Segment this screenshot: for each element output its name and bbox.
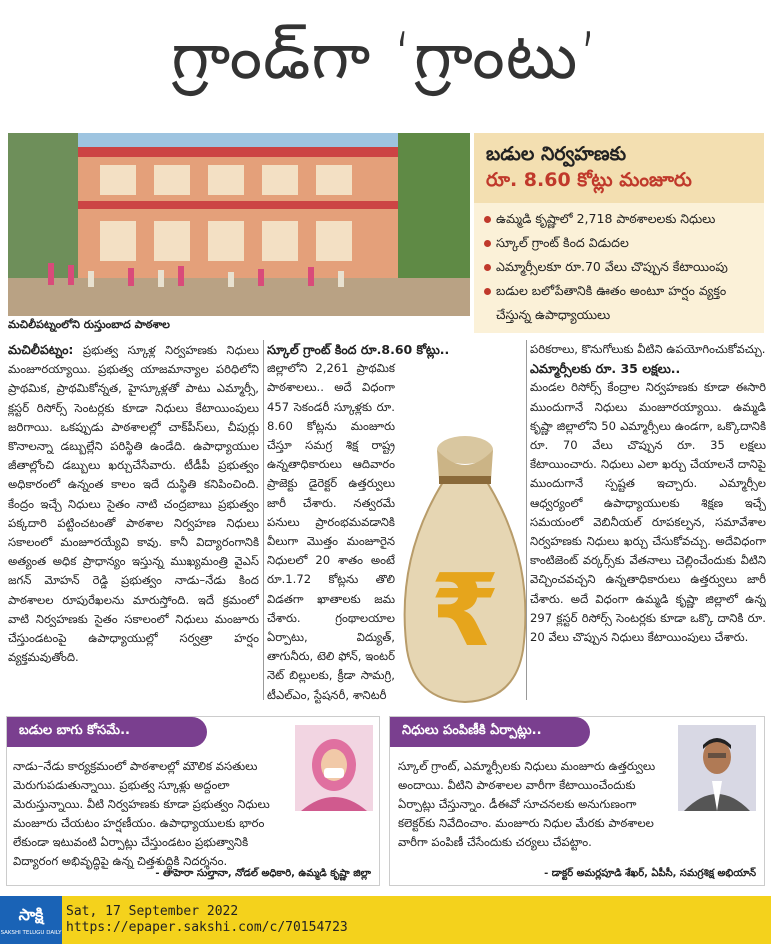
subhead-mrc: ఎమ్మార్సీలకు రూ. 35 లక్షలు..	[530, 361, 681, 377]
quote-box-sekhar	[389, 716, 765, 886]
footer-info	[66, 904, 348, 936]
logo-subtext: SAKSHI TELUGU DAILY	[0, 929, 62, 936]
footer-bar	[0, 896, 771, 944]
article-text: ప్రభుత్వ స్కూళ్ల నిర్వహణకు నిధులు మంజూరయ్యాయి. ప్రభుత్వ యాజమాన్యాల పరిధిలోని ప్రాథమిక, ప్రాథమికోన్నత, హైస్కూళ్లతో పాటు ఎమ్మార్సీ, క్లస్టర్ రిసోర్స్ సెంటర్లకు కూడా నిధులు కేటాయింపులు జరిగాయి. ఒకప్పుడు పాఠశాలల్లో చాక్‌పీస్‌లు, చీపుర్లు కొనాలన్నా డబ్బుల్లేని పరిస్థితి ఉండేది. ఉపాధ్యాయుల జీతాల్లోంచి డబ్బులు ఖర్చుచేసేవారు. టీడీపీ ప్రభుత్వం అధికారంలో ఉన్నంత కాలం ఇదే దుస్థితి కనిపించింది. కేంద్రం ఇచ్చే నిధులు సైతం నాటి చంద్రబాబు ప్రభుత్వం పక్కదారి పట్టించటంతో పాఠశాల నిర్వహణ నిధులు సకాలంలో మంజూరయ్యేవి కావు. కానీ విద్యారంగానికి అత్యంత అధిక ప్రాధాన్యం ఇస్తున్న ముఖ్యమంత్రి వైఎస్ జగన్ మోహన్ రెడ్డి ప్రభుత్వం నాడు–నేడు కింద పాఠశాలల రూపురేఖలను మారుస్తోంది. ఇదే క్రమంలో వాటి నిర్వహణకు సైతం సకాలంలో నిధులు మంజూరు చేస్తుండటంపై ఉపాధ్యాయుల్లో సర్వత్రా హర్షం వ్యక్తమవుతోంది.	[8, 343, 259, 665]
article-column-3	[530, 340, 766, 710]
photo-caption: మచిలీపట్నంలోని రుస్తుంబాద పాఠశాల	[8, 318, 170, 331]
subhead-school-grant: స్కూల్ గ్రాంట్ కింద రూ.8.60 కోట్లు..	[267, 342, 450, 357]
column-divider	[263, 340, 264, 700]
highlight-item: స్కూల్ గ్రాంట్ కింద విడుదల	[482, 231, 758, 255]
quote-heading: బడుల బాగు కోసమే..	[7, 717, 207, 747]
highlight-item: ఉమ్మడి కృష్ణాలో 2,718 పాఠశాలలకు నిధులు	[482, 207, 758, 231]
highlights-title	[474, 133, 764, 203]
school-photo	[8, 133, 470, 316]
person-photo	[678, 725, 756, 811]
quote-credit: - డాక్టర్ అమర్లపూడి శేఖర్, ఏపీసీ, సమగ్రశిక్ష అభియాన్	[544, 868, 756, 879]
article-column-1	[8, 340, 259, 710]
highlights-title-line1: బడుల నిర్వహణకు	[486, 143, 627, 165]
column-divider	[526, 340, 527, 700]
epaper-link[interactable]: https://epaper.sakshi.com/c/70154723	[66, 920, 348, 935]
money-bag-icon	[395, 410, 535, 712]
article-text: జిల్లాలోని 2,261 ప్రాథమిక పాఠశాలలు.. అదే విధంగా 457 సెకండరీ స్కూళ్లకు రూ. 8.60 కోట్లను మంజూరు చేస్తూ సమగ్ర శిక్ష రాష్ట్ర ఉన్నతాధికారులు ఆదివారం ప్రాజెక్టు డైరెక్టర్ ఉత్తర్వులు జారీ చేశారు. నత్వరమే పనులు ప్రారంభమవడానికి వీలుగా మొత్తం మంజూరైన నిధులలో 20 శాతం అంటే రూ.1.72 కోట్లను తొలి విడతగా ఖాతాలకు జమ చేశారు. గ్రంథాలయాల ఏర్పాటు, విద్యుత్, తాగునీరు, టెలి ఫోన్, ఇంటర్ నెట్ బిల్లులకు, క్రీడా సామగ్రి, టీఎల్ఎం, స్టేషనరీ, శానిటరీ	[267, 361, 395, 702]
highlight-item: బడుల బలోపేతానికి ఊతం అంటూ హర్షం వ్యక్తం చేస్తున్న ఉపాధ్యాయులు	[482, 279, 758, 327]
article-text: పరికరాలు, కొనుగోలుకు వీటిని ఉపయోగించుకోవచ్చు.	[530, 342, 766, 356]
quote-box-sultana	[6, 716, 380, 886]
dateline: మచిలీపట్నం:	[8, 342, 74, 357]
quote-credit: - తాహెరా సుల్తానా, నోడల్ అధికారి, ఉమ్మడి కృష్ణా జిల్లా	[155, 868, 371, 879]
highlight-item: ఎమ్మార్సీలకూ రూ.70 వేలు చొప్పున కేటాయింపు	[482, 255, 758, 279]
person-photo	[295, 725, 373, 811]
logo-text: సాక్షి	[18, 904, 44, 924]
edition-date: Sat, 17 September 2022	[66, 904, 239, 919]
quote-text: స్కూల్ గ్రాంట్, ఎమ్మార్సీలకు నిధులు మంజూరు ఉత్తర్వులు అందాయి. వీటిని పాఠశాలల వారీగా కేటాయించేందుకు ఏర్పాట్లు చేస్తున్నాం. డీఈవో సూచనలకు అనుగుణంగా కలెక్టర్‌కు నివేదించాం. మంజూరు నిధుల మేరకు పాఠశాలల వారీగా పంపిణీ చేసేందుకు చర్యలు చేపట్టాం.	[398, 759, 656, 849]
quote-heading: నిధులు పంపిణీకి ఏర్పాట్లు..	[390, 717, 590, 747]
headline: గ్రాండ్‌గా ‘గ్రాంటు’	[171, 19, 600, 94]
highlights-list	[482, 207, 758, 327]
highlights-box	[474, 133, 764, 333]
highlights-title-line2: రూ. 8.60 కోట్లు మంజూరు	[486, 169, 692, 191]
sakshi-logo	[0, 896, 62, 944]
quote-text: నాడు–నేడు కార్యక్రమంలో పాఠశాలల్లో మౌలిక వసతులు మెరుగుపడుతున్నాయి. ప్రభుత్వ స్కూళ్లు అద్దంలా మెరుస్తున్నాయి. వీటి నిర్వహణకు కూడా ప్రభుత్వం నిధులు మంజూరు చేయటం హర్షణీయం. ఉపాధ్యాయులకు భారం లేకుండా ఇటువంటి ఏర్పాట్లు చేస్తుండటం ప్రభుత్వానికి విద్యారంగ అభివృద్ధిపై ఉన్న చిత్తశుద్ధికి నిదర్శనం.	[13, 759, 270, 868]
svg-text:₹: ₹	[430, 552, 500, 669]
article-text: మండల రిసోర్స్ కేంద్రాల నిర్వహణకు కూడా ఈసారి ముందుగానే నిధులు మంజూరయ్యాయి. ఉమ్మడి కృష్ణా జిల్లాలోని 50 ఎమ్మార్సీలు ఉండగా, ఒక్కొదానికి రూ. 70 వేలు చొప్పున రూ. 35 లక్షలు కేటాయించారు. నిధులు ఎలా ఖర్చు చేయాలనే దానిపై ముందుగానే స్పష్టత ఇచ్చారు. ఎమ్మార్సీల ఆధ్వర్యంలో ఉపాధ్యాయులకు శిక్షణ ఇచ్చే సమయంలో వెబినీయల్ రూపకల్పన, సమావేశాల నిర్వహణకు నిధులు ఖర్చు చేసుకోవచ్చు. అదేవిధంగా కాంటిజెంట్ వర్కర్స్‌కు వేతనాలు చెల్లించేందుకు వీటిని వెచ్చించవచ్చని ఉన్నతాధికారులు ఉత్తర్వులు జారీ చేశారు. అదే విధంగా ఉమ్మడి కృష్ణా జిల్లాలో ఉన్న 297 క్లస్టర్ రిసోర్స్ సెంటర్లకు కూడా ఒక్కొ దానికి రూ. 20 వేలు చొప్పున నిధులు కేటాయింపులు చేశారు.	[530, 380, 766, 645]
